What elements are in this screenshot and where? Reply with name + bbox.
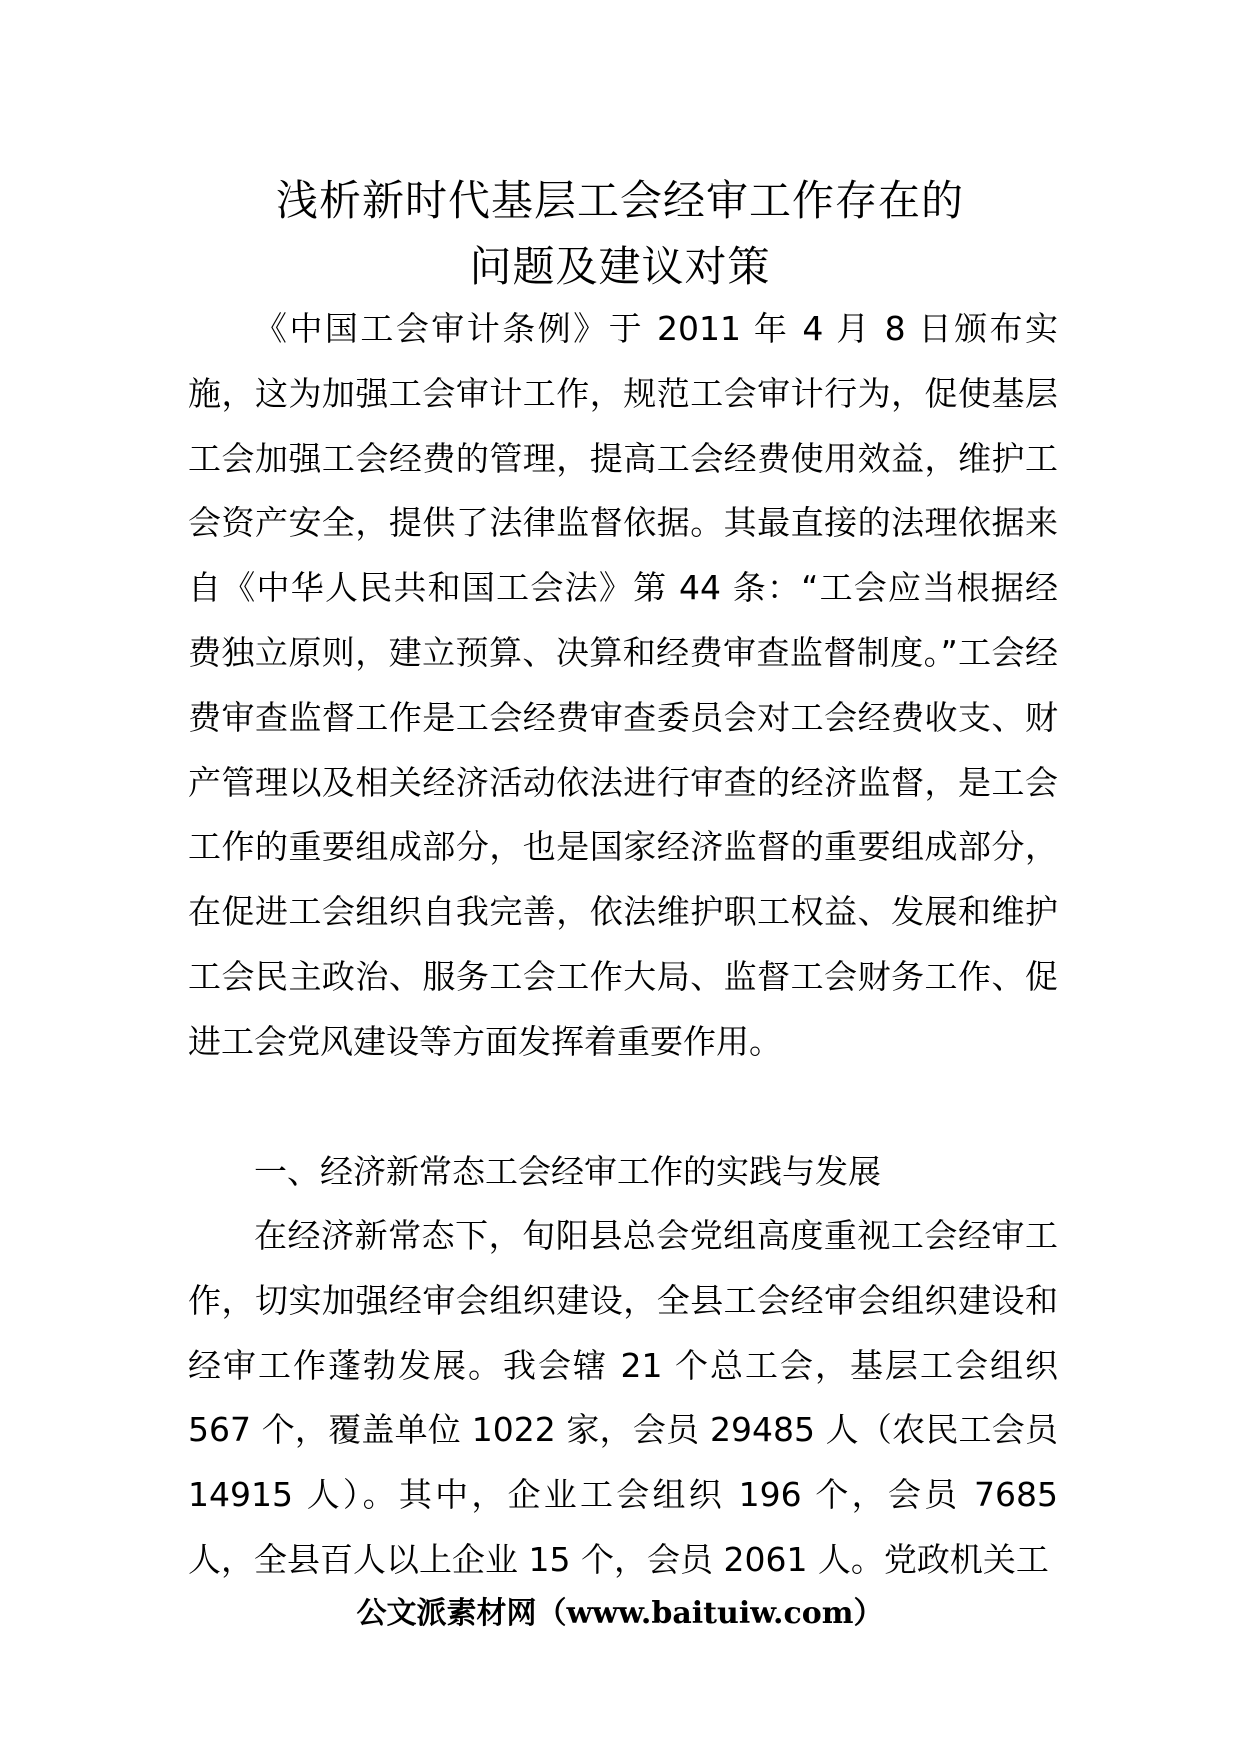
intro-paragraph: 《中国工会审计条例》于 2011 年 4 月 8 日颁布实施，这为加强工会审计工作，规范工会审计行为，促使基层工会加强工会经费的管理，提高工会经费使用效益，维护工会资产安全，提供了法律监督依据。其最直接的法理依据来自《中华人民共和国工会法》第 44 条：“工会应当根据经费独立原则，建立预算、决算和经费审查监督制度。”工会经费审查监督工作是工会经费审查委员会对工会经费收支、财产管理以及相关经济活动依法进行审查的经济监督，是工会工作的重要组成部分，也是国家经济监督的重要组成部分，在促进工会组织自我完善，依法维护职工权益、发展和维护工会民主政治、服务工会工作大局、监督工会财务工作、促进工会党风建设等方面发挥着重要作用。 [188, 309, 1058, 1061]
section-heading-1: 一、经济新常态工会经审工作的实践与发展 [254, 1152, 881, 1191]
section-1-paragraph-container [188, 1204, 1058, 1593]
section-1-paragraph: 在经济新常态下，旬阳县总会党组高度重视工会经审工作，切实加强经审会组织建设，全县工会经审会组织建设和经审工作蓬勃发展。我会辖 21 个总工会，基层工会组织 567 个，覆盖单位 1022 家，会员 29485 人（农民工会员 14915 人）。其中，企业工会组织 196 个，会员 7685 人，全县百人以上企业 15 个，会员 2061 人。党政机关工 [188, 1216, 1058, 1579]
document-title-line-1: 浅析新时代基层工会经审工作存在的 [275, 176, 964, 225]
intro-paragraph-container [188, 297, 1058, 1075]
footer-watermark: 公文派素材网（www.baituiw.com） [356, 1596, 884, 1631]
document-title-line-2: 问题及建议对策 [469, 242, 771, 291]
